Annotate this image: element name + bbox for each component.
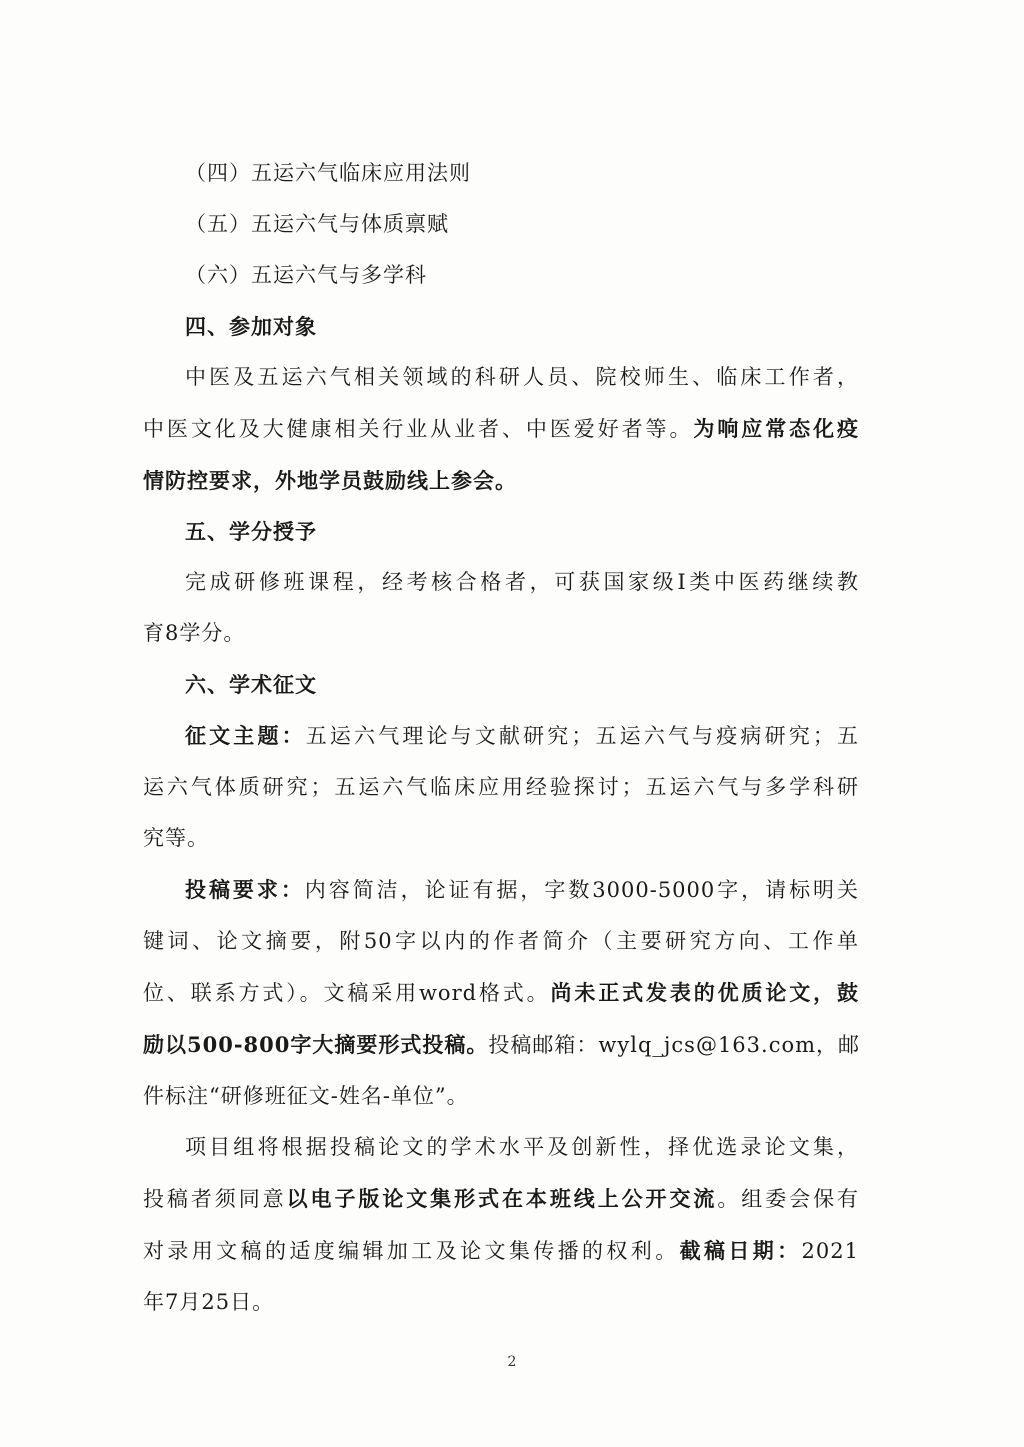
requirements-line-5: 件标注“研修班征文-姓名-单位”。 bbox=[143, 1084, 469, 1108]
participants-line-2 bbox=[143, 403, 859, 455]
requirements-line-1 bbox=[143, 864, 859, 916]
requirements-line-2: 键词、论文摘要，附50字以内的作者简介（主要研究方向、工作单 bbox=[143, 929, 859, 953]
theme-line-1 bbox=[143, 710, 859, 762]
document-body bbox=[143, 148, 859, 1328]
credits-line-2: 育8学分。 bbox=[143, 621, 246, 645]
list-item-6: （六）五运六气与多学科 bbox=[185, 263, 427, 287]
selection-line-1: 项目组将根据投稿论文的学术水平及创新性，择优选录论文集， bbox=[185, 1135, 859, 1159]
requirements-line-3-bold: 尚未正式发表的优质论文，鼓 bbox=[550, 980, 859, 1005]
list-item-4: （四）五运六气临床应用法则 bbox=[185, 161, 471, 185]
list-item-5: （五）五运六气与体质禀赋 bbox=[185, 212, 449, 236]
page-number: 2 bbox=[507, 1354, 517, 1370]
theme-line-2: 运六气体质研究；五运六气临床应用经验探讨；五运六气与多学科研 bbox=[143, 775, 859, 799]
submission-email-text: 投稿邮箱：wylq_jcs@163.com，邮 bbox=[488, 1033, 861, 1057]
theme-line-3: 究等。 bbox=[143, 826, 209, 850]
theme-line-1-text: 五运六气理论与文献研究；五运六气与疫病研究；五 bbox=[305, 724, 860, 748]
requirements-line-3-text: 位、联系方式）。文稿采用word格式。 bbox=[143, 981, 551, 1005]
theme-label: 征文主题： bbox=[185, 723, 306, 748]
participants-line-2-bold: 为响应常态化疫 bbox=[693, 416, 860, 441]
selection-line-2-a: 投稿者须同意 bbox=[143, 1187, 287, 1211]
selection-line-3 bbox=[143, 1225, 859, 1277]
section-heading-participants: 四、参加对象 bbox=[185, 314, 317, 339]
selection-line-3-a: 对录用文稿的适度编辑加工及论文集传播的权利。 bbox=[143, 1239, 680, 1263]
deadline-label: 截稿日期： bbox=[679, 1238, 802, 1263]
section-heading-essays: 六、学术征文 bbox=[185, 672, 317, 697]
participants-line-2-text: 中医文化及大健康相关行业从业者、中医爱好者等。 bbox=[143, 417, 694, 441]
participants-line-3: 情防控要求，外地学员鼓励线上参会。 bbox=[143, 468, 517, 493]
requirements-line-3 bbox=[143, 967, 859, 1019]
selection-line-2-bold: 以电子版论文集形式在本班线上公开交流 bbox=[286, 1186, 718, 1211]
requirements-line-4 bbox=[143, 1019, 859, 1071]
requirements-line-4-bold: 励以500-800字大摘要形式投稿。 bbox=[143, 1032, 489, 1057]
deadline-date: 年7月25日。 bbox=[143, 1290, 275, 1314]
participants-line-1: 中医及五运六气相关领域的科研人员、院校师生、临床工作者， bbox=[185, 365, 859, 389]
selection-line-2-c: 。组委会保有 bbox=[717, 1187, 860, 1211]
credits-line-1: 完成研修班课程，经考核合格者，可获国家级Ⅰ类中医药继续教 bbox=[185, 570, 859, 594]
requirements-line-1-text: 内容简洁，论证有据，字数3000-5000字，请标明关 bbox=[304, 878, 860, 902]
deadline-year: 2021 bbox=[801, 1239, 859, 1263]
requirements-label: 投稿要求： bbox=[185, 877, 305, 902]
section-heading-credits: 五、学分授予 bbox=[185, 519, 317, 544]
selection-line-2 bbox=[143, 1173, 859, 1225]
